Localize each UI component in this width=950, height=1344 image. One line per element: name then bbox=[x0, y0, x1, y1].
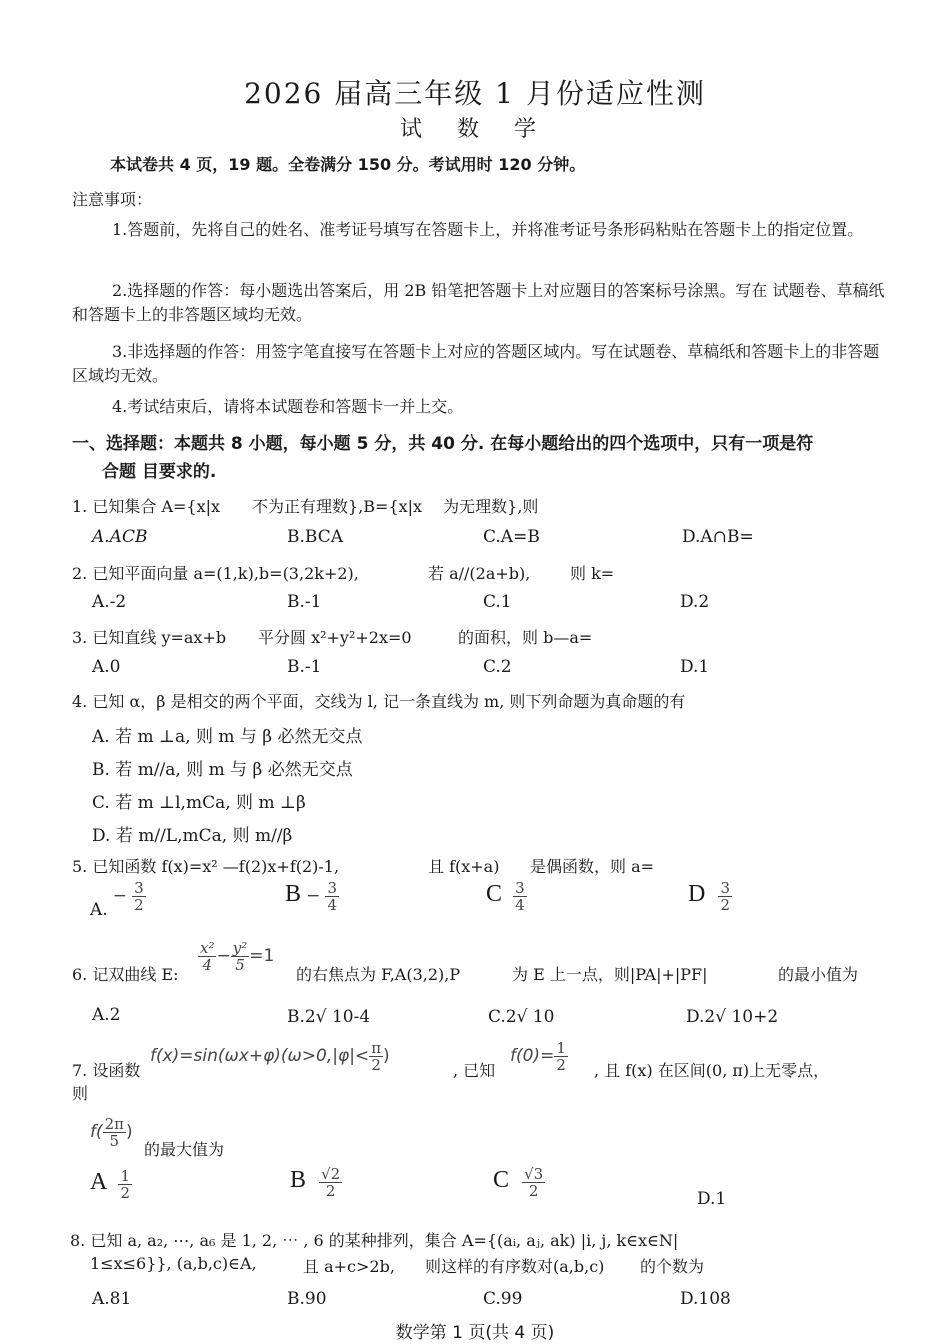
q7-option-d: D.1 bbox=[697, 1189, 727, 1209]
q7-formula-denominator: 2 bbox=[371, 1056, 381, 1074]
q8-stem-part4: 则这样的有序数对(a,b,c) bbox=[425, 1257, 605, 1276]
q6-stem-part1: 6. 记双曲线 E: bbox=[72, 965, 179, 984]
q7-option-b-denominator: 2 bbox=[325, 1182, 336, 1200]
q8-option-b: B.90 bbox=[287, 1289, 327, 1309]
q1-option-c: C.A=B bbox=[483, 527, 540, 547]
q2-option-a: A.-2 bbox=[92, 592, 127, 612]
q3-option-c: C.2 bbox=[483, 657, 512, 677]
q7-option-a-fraction bbox=[118, 1168, 132, 1201]
q6-option-a: A.2 bbox=[92, 1005, 121, 1025]
q7-stem-part4: 则 bbox=[72, 1084, 89, 1103]
q8-stem-part2: 1≤x≤6}}, (a,b,c)∈A, bbox=[90, 1254, 257, 1273]
q5-stem-part3: 是偶函数，则 a= bbox=[530, 857, 655, 876]
q7-f0-numerator: 1 bbox=[556, 1039, 566, 1057]
q7-f-numerator: 2π bbox=[104, 1115, 125, 1133]
q5-option-b-denominator: 4 bbox=[327, 896, 337, 914]
q5-option-a-fraction bbox=[132, 880, 146, 913]
q6-stem-part3: 为 E 上一点，则|PA|+|PF| bbox=[512, 965, 708, 984]
q8-option-d: D.108 bbox=[680, 1289, 731, 1309]
q7-option-a-label: A bbox=[90, 1169, 108, 1195]
q6-stem-part2: 的右焦点为 F,A(3,2),P bbox=[296, 965, 461, 984]
q6-stem-part4: 的最小值为 bbox=[778, 965, 859, 984]
q7-option-c-fraction bbox=[522, 1166, 545, 1199]
notice-item-2: 2.选择题的作答：每小题选出答案后，用 2B 铅笔把答题卡上对应题目的答案标号涂黑。写在 试题卷、草稿纸和答题卡上的非答题区域均无效。 bbox=[72, 281, 885, 324]
q7-formula-close: ) bbox=[383, 1046, 390, 1066]
q7-stem-part1: 7. 设函数 bbox=[72, 1061, 141, 1080]
q5-option-c-label: C bbox=[486, 881, 503, 907]
q1-option-d: D.A∩B= bbox=[682, 527, 754, 547]
q4-option-b: B. 若 m//a, 则 m 与 β 必然无交点 bbox=[92, 760, 353, 780]
q2-stem-part1: 2. 已知平面向量 a=(1,k),b=(3,2k+2), bbox=[72, 564, 359, 583]
q3-stem-part2: 平分圆 x²+y²+2x=0 bbox=[258, 628, 412, 647]
exam-title: 2026 届高三年级 1 月份适应性测 bbox=[244, 77, 706, 110]
exam-subtitle: 试 数 学 bbox=[400, 117, 550, 142]
q2-option-b: B.-1 bbox=[287, 592, 322, 612]
q5-option-d-fraction bbox=[718, 880, 732, 913]
q7-f-suffix: ) bbox=[126, 1122, 133, 1142]
q3-option-d: D.1 bbox=[680, 657, 710, 677]
q5-option-c-fraction bbox=[513, 880, 527, 913]
q5-stem-part2: 且 f(x+a) bbox=[428, 857, 500, 876]
q6-eq-x-numerator: x² bbox=[200, 939, 215, 957]
q7-f-expression bbox=[90, 1116, 133, 1149]
section-heading-line2: 合题 目要求的. bbox=[102, 462, 217, 482]
q2-stem-part2: 若 a//(2a+b), bbox=[428, 564, 531, 583]
q7-option-c-label: C bbox=[493, 1167, 510, 1193]
q7-stem-part2: , 已知 bbox=[453, 1061, 496, 1080]
q6-option-c: C.2√ 10 bbox=[488, 1007, 555, 1027]
q6-option-b: B.2√ 10-4 bbox=[287, 1007, 371, 1027]
q7-f0-condition bbox=[510, 1040, 568, 1073]
q6-eq-y-fraction bbox=[231, 940, 250, 973]
q7-option-a-denominator: 2 bbox=[120, 1184, 130, 1202]
notice-item-4: 4.考试结束后，请将本试题卷和答题卡一并上交。 bbox=[112, 397, 464, 416]
q5-option-c bbox=[486, 880, 527, 913]
q5-option-d-numerator: 3 bbox=[720, 879, 730, 897]
q5-option-c-numerator: 3 bbox=[515, 879, 525, 897]
notice-heading: 注意事项： bbox=[72, 190, 153, 209]
q2-option-c: C.1 bbox=[483, 592, 512, 612]
q5-option-b-fraction bbox=[325, 880, 339, 913]
q5-option-b-label: B bbox=[285, 881, 302, 907]
q7-function-formula bbox=[150, 1040, 390, 1073]
page-footer: 数学第 1 页(共 4 页) bbox=[395, 1323, 555, 1343]
q8-option-c: C.99 bbox=[483, 1289, 523, 1309]
q7-option-c-denominator: 2 bbox=[528, 1182, 539, 1200]
q5-option-d-label: D bbox=[688, 881, 706, 907]
q6-hyperbola-equation bbox=[198, 940, 274, 973]
q5-option-d bbox=[688, 880, 732, 913]
q7-f0-fraction bbox=[554, 1040, 568, 1073]
q7-formula-numerator: π bbox=[371, 1039, 382, 1057]
q7-option-b-numerator: √2 bbox=[321, 1165, 341, 1183]
q6-eq-x-denominator: 4 bbox=[202, 956, 213, 974]
q7-f0-text: f(0)= bbox=[510, 1046, 555, 1066]
q7-option-c bbox=[493, 1166, 545, 1199]
q1-option-a: A.ACB bbox=[92, 527, 148, 547]
q8-option-a: A.81 bbox=[92, 1289, 132, 1309]
notice-item-3: 3.非选择题的作答：用签字笔直接写在答题卡上对应的答题区域内。写在试题卷、草稿纸和答题卡上的非答题区域均无效。 bbox=[72, 342, 880, 385]
section-heading bbox=[72, 430, 892, 486]
q7-option-b-label: B bbox=[290, 1167, 307, 1193]
q7-f0-denominator: 2 bbox=[556, 1056, 566, 1074]
notice-item-1: 1.答题前，先将自己的姓名、准考证号填写在答题卡上，并将准考证号条形码粘贴在答题卡上的指定位置。 bbox=[112, 220, 864, 239]
q8-stem-part3: 且 a+c>2b, bbox=[303, 1257, 395, 1276]
q7-option-b bbox=[290, 1166, 342, 1199]
q8-stem-part5: 的个数为 bbox=[640, 1257, 705, 1276]
q7-option-b-fraction bbox=[319, 1166, 342, 1199]
q5-option-a-denominator: 2 bbox=[134, 896, 144, 914]
q6-eq-rhs: =1 bbox=[249, 946, 275, 966]
q5-option-c-denominator: 4 bbox=[515, 896, 525, 914]
q5-option-a-sign: − bbox=[112, 886, 128, 906]
q6-option-d: D.2√ 10+2 bbox=[686, 1007, 779, 1027]
q7-stem-part3: , 且 f(x) 在区间(0, π)上无零点， bbox=[594, 1061, 830, 1080]
section-heading-line1: 一、选择题：本题共 8 小题，每小题 5 分，共 40 分. 在每小题给出的四个选项中，只有一项是符 bbox=[72, 434, 814, 454]
q5-option-d-denominator: 2 bbox=[720, 896, 730, 914]
q3-option-a: A.0 bbox=[92, 657, 121, 677]
q5-option-a-numerator: 3 bbox=[134, 879, 144, 897]
q1-option-b: B.BCA bbox=[287, 527, 343, 547]
q4-option-d: D. 若 m//L,mCa, 则 m//β bbox=[92, 826, 293, 846]
q3-stem-part1: 3. 已知直线 y=ax+b bbox=[72, 628, 227, 647]
q7-f-prefix: f( bbox=[90, 1122, 103, 1142]
q3-stem-part3: 的面积，则 b—a= bbox=[458, 628, 593, 647]
q3-option-b: B.-1 bbox=[287, 657, 322, 677]
q2-stem-part3: 则 k= bbox=[570, 564, 615, 583]
q4-stem: 4. 已知 α，β 是相交的两个平面，交线为 l, 记一条直线为 m, 则下列命题为真命题的有 bbox=[72, 692, 686, 711]
q5-option-b bbox=[285, 880, 339, 913]
q7-stem-part5: 的最大值为 bbox=[144, 1140, 225, 1159]
q6-eq-y-numerator: y² bbox=[232, 939, 248, 957]
q1-stem: 1. 已知集合 A={x|x 不为正有理数},B={x|x 为无理数},则 bbox=[72, 497, 539, 516]
q7-option-c-numerator: √3 bbox=[524, 1165, 544, 1183]
q5-stem-part1: 5. 已知函数 f(x)=x² —f(2)x+f(2)-1, bbox=[72, 857, 340, 876]
q5-option-a-label: A. bbox=[90, 900, 108, 920]
q7-option-a bbox=[90, 1168, 132, 1201]
q7-formula-text: f(x)=sin(ωx+φ)(ω>0,|φ|< bbox=[150, 1046, 370, 1066]
q7-formula-fraction bbox=[369, 1040, 383, 1073]
q6-eq-y-denominator: 5 bbox=[235, 956, 245, 974]
q2-option-d: D.2 bbox=[680, 592, 710, 612]
q6-eq-minus: − bbox=[216, 946, 231, 966]
q7-f-denominator: 5 bbox=[109, 1132, 120, 1150]
q7-f-fraction bbox=[103, 1116, 126, 1149]
q7-option-a-numerator: 1 bbox=[120, 1167, 130, 1185]
q8-stem-line1: 8. 已知 a, a₂, ⋯, a₆ 是 1, 2, ⋯ , 6 的某种排列，集合 A={(aᵢ, aⱼ, ak) |i, j, k∈x∈N| bbox=[70, 1231, 679, 1250]
q6-eq-x-fraction bbox=[198, 940, 216, 973]
q4-option-a: A. 若 m ⊥a, 则 m 与 β 必然无交点 bbox=[92, 727, 363, 747]
q5-option-b-numerator: 3 bbox=[327, 879, 337, 897]
q5-option-b-sign: − bbox=[306, 886, 321, 906]
q4-option-c: C. 若 m ⊥l,mCa, 则 m ⊥β bbox=[92, 793, 306, 813]
exam-intro: 本试卷共 4 页，19 题。全卷满分 150 分。考试用时 120 分钟。 bbox=[110, 155, 586, 174]
q5-option-a bbox=[90, 880, 146, 920]
